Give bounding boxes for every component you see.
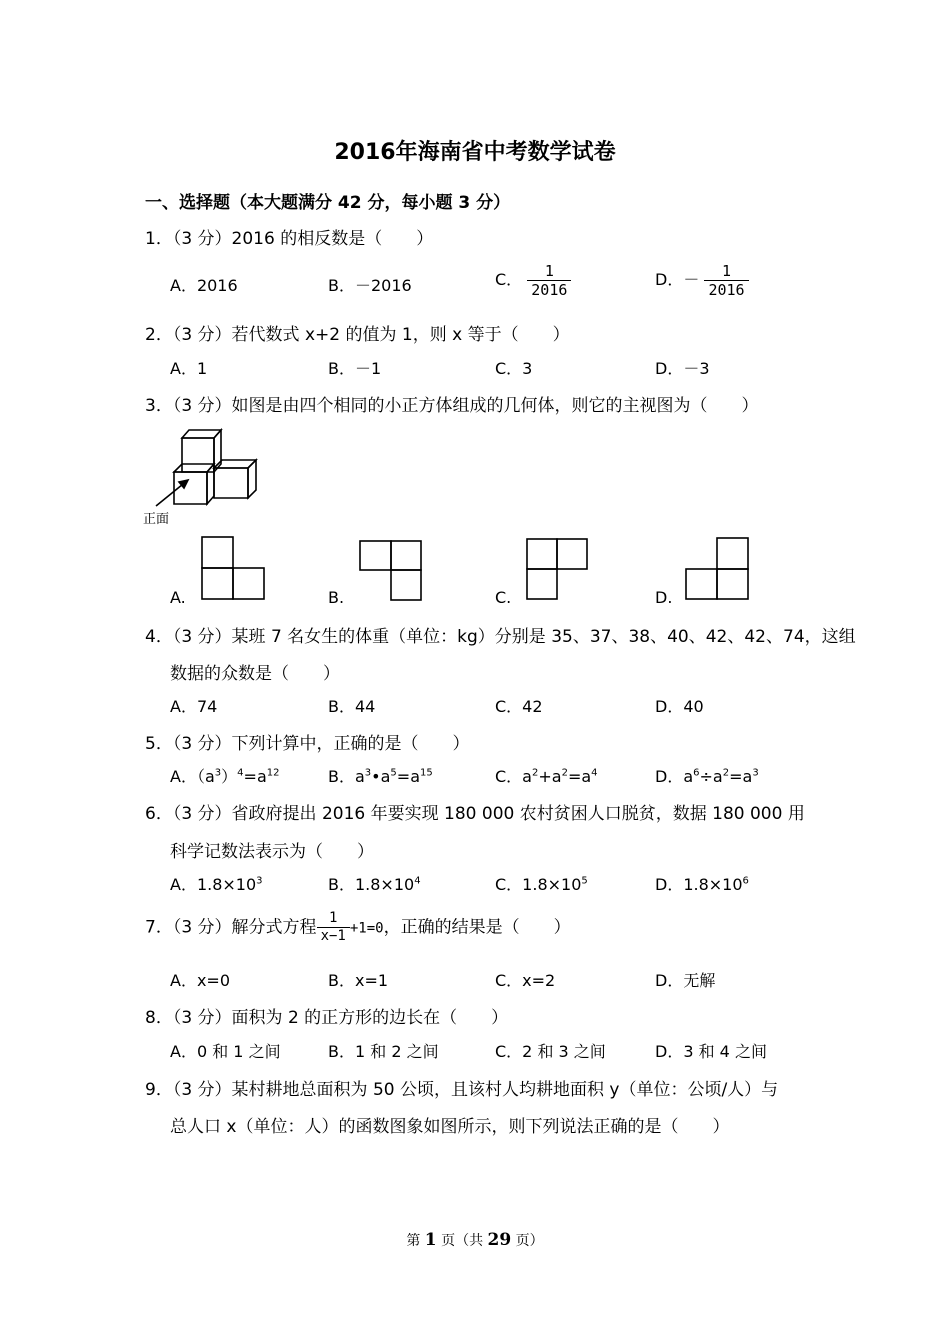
fraction — [527, 262, 571, 299]
option-d[interactable]: D. — [655, 588, 673, 607]
expr: ÷a — [699, 767, 723, 786]
square — [391, 570, 421, 600]
option-b[interactable]: B. — [328, 588, 345, 607]
expr: =a — [396, 767, 421, 786]
option-d[interactable]: D．－3 — [655, 359, 710, 378]
expr: =a — [243, 767, 267, 786]
option-c[interactable]: C．2 和 3 之间 — [495, 1042, 606, 1061]
cube-right-side — [248, 460, 256, 498]
footer-text: 页（共 — [436, 1233, 488, 1249]
question-5 — [145, 729, 470, 754]
square — [391, 541, 421, 570]
expr: C．1.8×10 — [495, 875, 582, 894]
question-text: ，正确的结果是（ ） — [383, 917, 571, 938]
fraction — [704, 262, 748, 299]
denominator: 2016 — [527, 280, 571, 299]
option-c-figure[interactable] — [525, 537, 591, 601]
expr: A．（a — [170, 767, 215, 786]
square — [717, 538, 748, 569]
question-7 — [145, 910, 571, 945]
option-c[interactable]: C．x=2 — [495, 971, 556, 990]
option-d[interactable]: D．40 — [655, 697, 704, 716]
option-a[interactable] — [170, 872, 263, 895]
question-number: 9． — [145, 1080, 173, 1100]
question-6-continuation: 科学记数法表示为（ ） — [170, 842, 374, 862]
option-b[interactable] — [328, 872, 421, 895]
exponent: 5 — [581, 875, 588, 887]
exponent: 4 — [237, 767, 244, 779]
question-2 — [145, 320, 570, 345]
exponent: 12 — [266, 767, 280, 779]
footer-text: 第 — [406, 1233, 425, 1249]
cube-top-front — [182, 438, 214, 472]
option-d[interactable] — [655, 262, 749, 299]
exponent: 2 — [722, 767, 730, 779]
square — [360, 541, 391, 570]
option-c[interactable]: C. — [495, 588, 512, 607]
question-1 — [145, 224, 433, 249]
question-text: （3 分）下列计算中，正确的是（ ） — [172, 734, 470, 754]
question-6 — [145, 799, 805, 824]
question-text: （3 分）2016 的相反数是（ ） — [172, 229, 434, 249]
option-label: C． — [495, 270, 523, 289]
option-d[interactable] — [655, 872, 749, 895]
question-text: （3 分）某班 7 名女生的体重（单位：kg）分别是 35、37、38、40、42、42、74，这组 — [172, 627, 856, 647]
expr: C．a — [495, 767, 532, 786]
exponent: 4 — [414, 875, 421, 887]
expr: D．a — [655, 767, 694, 786]
question-4-continuation: 数据的众数是（ ） — [170, 664, 340, 684]
question-9 — [145, 1075, 778, 1100]
option-b[interactable]: B．－2016 — [328, 276, 412, 295]
square — [717, 569, 748, 599]
option-c[interactable] — [495, 872, 588, 895]
section-heading: 一、选择题（本大题满分 42 分，每小题 3 分） — [145, 193, 511, 213]
option-c[interactable]: C．42 — [495, 697, 543, 716]
option-c[interactable] — [495, 262, 571, 299]
exponent: 3 — [214, 767, 222, 779]
option-d[interactable]: D．无解 — [655, 971, 716, 990]
option-a[interactable]: A．2016 — [170, 276, 238, 295]
expr: +a — [538, 767, 562, 786]
question-number: 7． — [145, 917, 173, 938]
page-total: 29 — [487, 1230, 512, 1250]
expr: B．a — [328, 767, 365, 786]
square — [527, 539, 557, 569]
front-view-label: 正面 — [143, 512, 170, 527]
numerator: 1 — [721, 262, 732, 280]
option-b[interactable]: B．44 — [328, 697, 376, 716]
exponent: 6 — [693, 767, 700, 779]
option-b-figure[interactable] — [358, 539, 424, 603]
option-b[interactable] — [328, 764, 433, 787]
square — [527, 569, 557, 599]
option-b[interactable]: B．x=1 — [328, 971, 389, 990]
option-a[interactable]: A．74 — [170, 697, 218, 716]
option-d[interactable] — [655, 764, 759, 787]
question-8 — [145, 1003, 508, 1028]
option-a[interactable]: A．x=0 — [170, 971, 231, 990]
question-number: 2． — [145, 325, 173, 345]
fraction — [317, 910, 350, 945]
option-b[interactable]: B．1 和 2 之间 — [328, 1042, 439, 1061]
option-c[interactable] — [495, 764, 598, 787]
page-footer — [0, 1230, 950, 1250]
question-text: （3 分）某村耕地总面积为 50 公顷，且该村人均耕地面积 y（单位：公顷/人）与 — [172, 1080, 779, 1100]
square — [233, 568, 264, 599]
exponent: 15 — [420, 767, 433, 779]
question-text: （3 分）省政府提出 2016 年要实现 180 000 农村贫困人口脱贫，数据 180 000 用 — [172, 804, 805, 824]
page-title: 2016年海南省中考数学试卷 — [334, 140, 616, 165]
question-number: 4． — [145, 627, 173, 647]
equation-tail: +1=0 — [349, 920, 384, 937]
exponent: 4 — [591, 767, 598, 779]
exponent: 3 — [364, 767, 372, 779]
option-c[interactable]: C．3 — [495, 359, 533, 378]
question-number: 5． — [145, 734, 173, 754]
question-text: （3 分）解分式方程 — [172, 917, 317, 938]
exponent: 5 — [390, 767, 397, 779]
square — [686, 569, 717, 599]
expr: =a — [567, 767, 592, 786]
square — [202, 568, 233, 599]
question-4 — [145, 622, 856, 647]
option-a[interactable] — [170, 764, 279, 787]
cube-right-front — [214, 468, 248, 498]
numerator: 1 — [544, 262, 554, 280]
question-number: 1． — [145, 229, 173, 249]
exponent: 3 — [256, 875, 263, 887]
square — [557, 539, 587, 569]
exponent: 6 — [742, 875, 749, 887]
denominator: 2016 — [704, 280, 748, 299]
exponent: 3 — [752, 767, 759, 779]
question-3 — [145, 391, 759, 416]
option-a-figure[interactable] — [200, 537, 266, 601]
expr: •a — [371, 767, 391, 786]
cube-top-side — [214, 430, 221, 472]
question-text: （3 分）若代数式 x+2 的值为 1，则 x 等于（ ） — [172, 325, 570, 345]
minus-sign: － — [683, 270, 700, 289]
denominator: x−1 — [317, 927, 350, 945]
numerator: 1 — [328, 910, 338, 926]
exponent: 2 — [531, 767, 539, 779]
footer-text: 页） — [511, 1233, 544, 1249]
question-number: 6． — [145, 804, 173, 824]
expr: =a — [729, 767, 753, 786]
question-number: 8． — [145, 1008, 173, 1028]
option-d-figure[interactable] — [686, 537, 752, 601]
expr: D．1.8×10 — [655, 875, 743, 894]
question-text: （3 分）如图是由四个相同的小正方体组成的几何体，则它的主视图为（ ） — [172, 396, 759, 416]
exponent: 2 — [561, 767, 568, 779]
cube-front-side — [207, 464, 214, 504]
option-b[interactable]: B．－1 — [328, 359, 382, 378]
option-a[interactable]: A．0 和 1 之间 — [170, 1042, 281, 1061]
square — [202, 537, 233, 568]
option-a[interactable]: A. — [170, 588, 186, 607]
expr: A．1.8×10 — [170, 875, 257, 894]
expr: ） — [221, 767, 238, 786]
option-a[interactable]: A．1 — [170, 359, 208, 378]
option-label: D． — [655, 270, 684, 289]
expr: B．1.8×10 — [328, 875, 415, 894]
question-text: （3 分）面积为 2 的正方形的边长在（ ） — [172, 1008, 509, 1028]
page-number: 1 — [424, 1230, 437, 1250]
option-d[interactable]: D．3 和 4 之间 — [655, 1042, 767, 1061]
question-number: 3． — [145, 396, 173, 416]
question-9-continuation: 总人口 x（单位：人）的函数图象如图所示，则下列说法正确的是（ ） — [170, 1117, 730, 1137]
